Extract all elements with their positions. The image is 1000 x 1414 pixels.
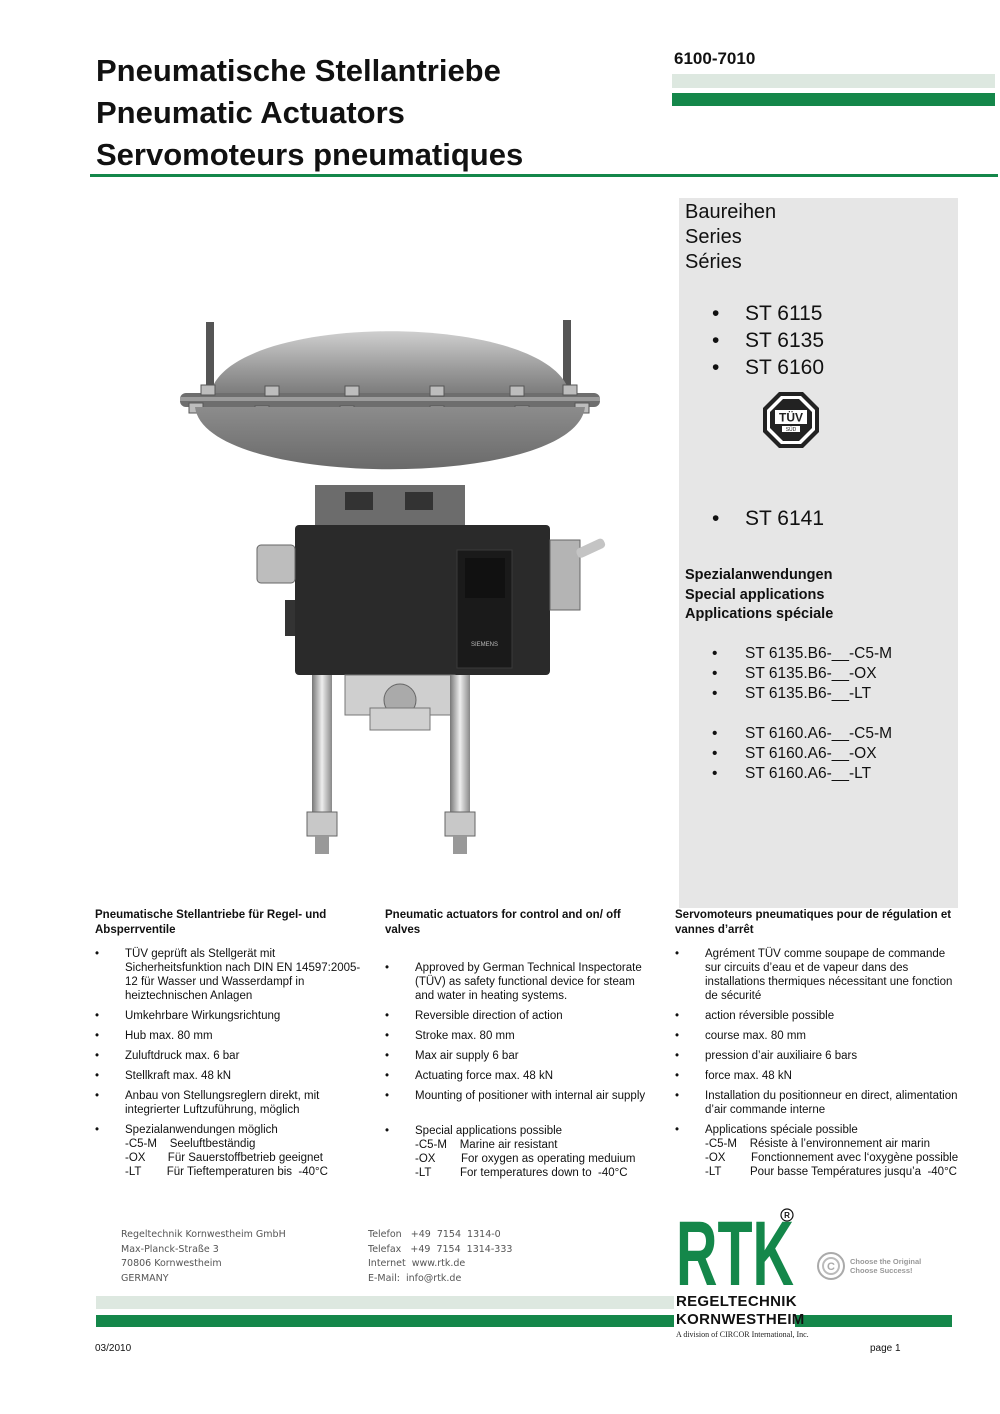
series-heading-de: Baureihen — [685, 201, 777, 223]
address-line: 70806 Kornwestheim — [121, 1258, 222, 1269]
phone-line: Telefon +49 7154 1314-0 — [368, 1229, 501, 1240]
address-line: Regeltechnik Kornwestheim GmbH — [121, 1229, 286, 1240]
header-divider — [90, 174, 998, 177]
company-address — [121, 1228, 286, 1286]
list-item: • TÜV geprüft als Stellgerät mit Sicherheitsfunktion nach DIN EN 14597:2005-12 für Wasser und Wasserdampf in heiztechnischen Anlagen — [95, 947, 370, 1003]
page-title — [96, 50, 523, 176]
title-line-de: Pneumatische Stellantriebe — [96, 53, 501, 88]
page-number: page 1 — [870, 1343, 901, 1354]
address-line: GERMANY — [121, 1272, 169, 1284]
document-number: 6100-7010 — [674, 49, 756, 68]
sub-item: -LT Für Tieftemperaturen bis -40°C — [125, 1166, 328, 1178]
special-sub-list — [385, 1138, 655, 1180]
tuv-logo-sub: SÜD — [785, 427, 797, 433]
tuv-logo-text: TÜV — [779, 410, 803, 425]
list-item: • Hub max. 80 mm — [95, 1029, 370, 1043]
website-link[interactable]: Internet www.rtk.de — [368, 1258, 466, 1269]
list-item: • ST 6160.A6-__-OX — [712, 745, 877, 762]
circor-division-note: A division of CIRCOR International, Inc. — [676, 1330, 809, 1339]
sub-item: -OX Fonctionnement avec l‘oxygène possible — [705, 1152, 959, 1164]
header-bar-dark — [672, 93, 995, 106]
special-heading-fr: Applications spéciale — [685, 606, 834, 622]
column-heading: Pneumatische Stellantriebe für Regel- und Absperrventile — [95, 909, 327, 936]
special-item: ST 6160.A6-__-OX — [745, 745, 877, 762]
rtk-logo-line1: REGELTECHNIK — [676, 1293, 797, 1310]
header-bar-light — [672, 74, 995, 88]
special-applications-list — [712, 644, 892, 784]
column-english — [385, 908, 655, 1180]
list-item: • ST 6135.B6-__-LT — [712, 685, 872, 702]
list-item: • Umkehrbare Wirkungsrichtung — [95, 1009, 370, 1023]
list-item: • pression d’air auxiliaire 6 bars — [675, 1049, 960, 1063]
sub-item: -OX For oxygen as operating meduium — [415, 1153, 636, 1165]
address-line: Max-Planck-Straße 3 — [121, 1243, 219, 1255]
series-item: ST 6115 — [745, 302, 823, 325]
list-item: • Applications spéciale possible — [675, 1123, 960, 1137]
footer-bar-dark-right — [795, 1315, 952, 1327]
column-german — [95, 908, 370, 1179]
special-item: ST 6135.B6-__-LT — [745, 685, 872, 702]
choose-original-seal-icon — [816, 1248, 846, 1284]
svg-text:R: R — [784, 1211, 790, 1220]
list-item: • Agrément TÜV comme soupape de commande sur circuits d’eau et de vapeur dans des installations thermiques nécessitant une fonction de sécurité — [675, 947, 960, 1003]
title-line-en: Pneumatic Actuators — [96, 95, 405, 130]
special-item: ST 6160.A6-__-C5-M — [745, 725, 893, 742]
sub-item: -LT For temperatures down to -40°C — [415, 1167, 628, 1179]
choose-line: Choose Success! — [850, 1266, 913, 1275]
siemens-label: SIEMENS — [471, 642, 499, 648]
list-item: • Special applications possible — [385, 1124, 655, 1138]
actuator-photo — [175, 300, 615, 860]
column-french — [675, 908, 960, 1179]
series-heading-fr: Séries — [685, 251, 742, 273]
list-item: • Mounting of positioner with internal air supply — [385, 1089, 655, 1103]
list-item: • ST 6135.B6-__-OX — [712, 665, 877, 682]
list-item: • Actuating force max. 48 kN — [385, 1069, 655, 1083]
list-item: • action réversible possible — [675, 1009, 960, 1023]
series-list — [712, 300, 824, 381]
sub-item: -C5-M Seeluftbeständig — [125, 1138, 256, 1150]
footer-bar-dark — [96, 1315, 674, 1327]
document-date: 03/2010 — [95, 1343, 132, 1354]
choose-line: Choose the Original — [850, 1257, 922, 1266]
series-heading — [685, 200, 776, 275]
rtk-logo-line2: KORNWESTHEIM — [676, 1311, 805, 1328]
list-item: • ST 6135.B6-__-C5-M — [712, 645, 893, 662]
sub-item: -OX Für Sauerstoffbetrieb geeignet — [125, 1152, 323, 1164]
series-item: ST 6141 — [745, 507, 825, 530]
special-heading-de: Spezialanwendungen — [685, 567, 833, 583]
choose-original-text — [850, 1257, 921, 1275]
list-item: • Stroke max. 80 mm — [385, 1029, 655, 1043]
series-item: ST 6160 — [745, 356, 825, 379]
special-sub-list — [675, 1137, 960, 1179]
list-item: • force max. 48 kN — [675, 1069, 960, 1083]
sub-item: -C5-M Résiste à l’environnement air marin — [705, 1138, 930, 1150]
rtk-logo — [676, 1205, 801, 1290]
list-item: • Approved by German Technical Inspectorate (TÜV) as safety functional device for steam and water in heating systems. — [385, 961, 655, 1003]
list-item: • ST 6135 — [712, 329, 825, 352]
list-item: • course max. 80 mm — [675, 1029, 960, 1043]
rtk-logo-mark: RTK — [676, 1205, 794, 1290]
list-item: • ST 6115 — [712, 302, 823, 325]
fax-line: Telefax +49 7154 1314-333 — [368, 1243, 513, 1255]
list-item: • Spezialanwendungen möglich — [95, 1123, 370, 1137]
svg-text:C: C — [827, 1261, 835, 1273]
list-item: • ST 6160 — [712, 356, 825, 379]
list-item: • Installation du positionneur en direct, alimentation d’air commande interne — [675, 1089, 960, 1117]
list-item: • ST 6160.A6-__-C5-M — [712, 725, 893, 742]
list-item: • Stellkraft max. 48 kN — [95, 1069, 370, 1083]
column-heading: Servomoteurs pneumatiques pour de régulation et vannes d’arrêt — [675, 909, 952, 936]
column-heading: Pneumatic actuators for control and on/ off valves — [385, 909, 621, 936]
series-list-extra — [712, 505, 824, 532]
list-item: • Anbau von Stellungsreglern direkt, mit integrierter Luftzuführung, möglich — [95, 1089, 370, 1117]
sub-item: -C5-M Marine air resistant — [415, 1139, 558, 1151]
list-item: • Max air supply 6 bar — [385, 1049, 655, 1063]
special-item: ST 6135.B6-__-C5-M — [745, 645, 893, 662]
email-link[interactable]: E-Mail: info@rtk.de — [368, 1272, 462, 1284]
list-item: • ST 6160.A6-__-LT — [712, 765, 872, 782]
special-applications-heading — [685, 566, 833, 625]
list-item: • Reversible direction of action — [385, 1009, 655, 1023]
series-item: ST 6135 — [745, 329, 825, 352]
company-contact — [368, 1228, 512, 1286]
footer-bar-light — [96, 1296, 674, 1309]
sub-item: -LT Pour basse Températures jusqu’a -40°C — [705, 1166, 957, 1178]
title-line-fr: Servomoteurs pneumatiques — [96, 137, 524, 172]
tuv-sud-logo — [762, 391, 820, 449]
series-heading-en: Series — [685, 226, 742, 248]
list-item: • Zuluftdruck max. 6 bar — [95, 1049, 370, 1063]
special-item: ST 6160.A6-__-LT — [745, 765, 872, 782]
special-heading-en: Special applications — [685, 586, 825, 603]
special-sub-list — [95, 1137, 370, 1179]
list-item: • ST 6141 — [712, 507, 825, 530]
special-item: ST 6135.B6-__-OX — [745, 665, 877, 682]
